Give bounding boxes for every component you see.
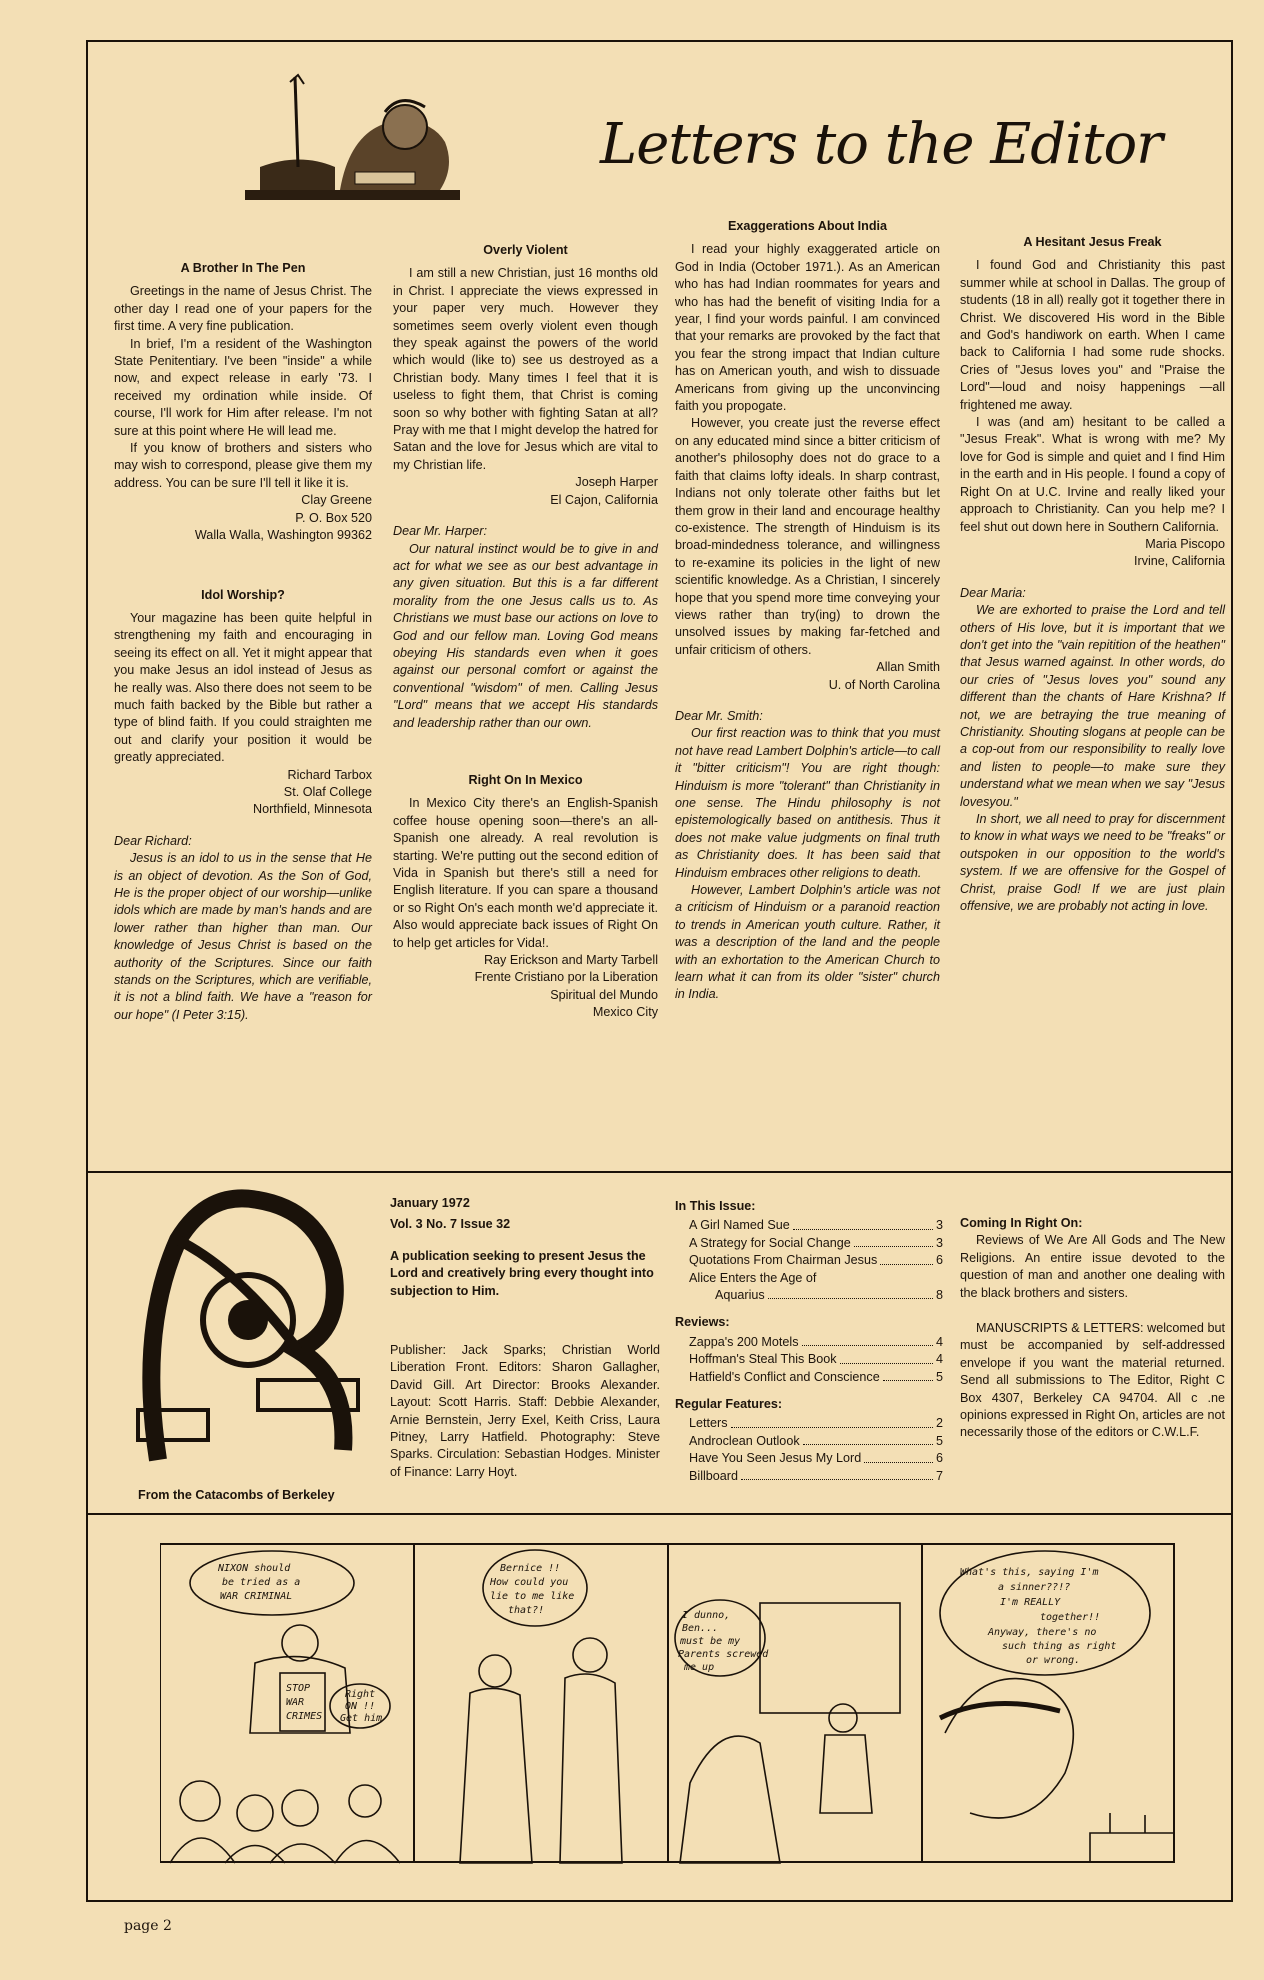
bubble-text: NIXON should	[218, 1563, 291, 1574]
letter-signature: Mexico City	[592, 1005, 658, 1020]
letter-signature: Spiritual del Mundo	[550, 987, 658, 1002]
letter-heading: Exaggerations About India	[727, 219, 888, 233]
sign-text: STOP	[286, 1683, 311, 1694]
table-of-contents	[675, 1198, 943, 1485]
letter-signature: Maria Piscopo	[1145, 536, 1225, 551]
letter-heading: Idol Worship?	[201, 587, 285, 602]
letter-heading: Right On In Mexico	[468, 772, 583, 787]
editor-at-desk-illustration	[240, 72, 500, 212]
toc-item[interactable]: Have You Seen Jesus My Lord 6	[689, 1451, 943, 1466]
bubble-text: that?!	[508, 1605, 545, 1616]
toc-item[interactable]: A Girl Named Sue 3	[689, 1218, 943, 1233]
letter-paragraph: I found God and Christianity this past summer while at school in Dallas. The group of students (18 in all) really got it together there in Christ. We discovered His word in the Bible and God's handiwork on earth. When I came back to California I had some rude shocks. Cries of "Jesus loves you" and "Praise the Lord"—loud and noisy happenings —all frightened me away.	[960, 258, 1225, 412]
staff-credits: Publisher: Jack Sparks; Christian World Liberation Front. Editors: Sharon Gallagher, David Gill. Art Director: Brooks Alexander. Layout: Scott Harris. Staff: Debbie Alexander, Arnie Bernstein, Jerry Exel, Keith Criss, Laura Pitney, Larry Hatfield. Photography: Steve Sparks. Circulation: Sebastian Hodges. Minister of Finance: Larry Hoyt.	[390, 1343, 660, 1479]
reply-paragraph: Our natural instinct would be to give in and act for what we see as our best advantage in any given situation. But this is a far different morality from the one Jesus calls us to. As Christians we must base our actions on love to God and our fellow man. Loving God means obeying His standards even when it goes against our personal comfort or against the conventional "wisdom" of men. Calling Jesus "Lord" means that we accept His standards and leadership rather than our own.	[393, 541, 658, 730]
issue-date: January 1972	[390, 1196, 470, 1210]
letter-signature: Clay Greene	[301, 493, 372, 508]
page-title: Letters to the Editor	[600, 112, 1162, 177]
sign-text: CRIMES	[286, 1711, 323, 1722]
toc-item-continued: Aquarius 8	[715, 1288, 943, 1303]
bubble-text: Anyway, there's no	[988, 1627, 1097, 1638]
bubble-text: must be my	[680, 1636, 741, 1647]
mission-statement: A publication seeking to present Jesus the Lord and creatively bring every thought into subjection to Him.	[390, 1248, 654, 1298]
editor-reply	[960, 585, 1225, 916]
bubble-text: WAR CRIMINAL	[220, 1591, 293, 1602]
bubble-text: ON !!	[345, 1701, 376, 1712]
toc-item[interactable]: Billboard 7	[689, 1468, 943, 1483]
bubble-text: Bernice !!	[500, 1563, 561, 1574]
bubble-text: such thing as right	[1002, 1641, 1117, 1652]
letter-paragraph: I read your highly exaggerated article on God in India (October 1971.). As an American who has had Indian roommates for years and who has had the benefit of visiting India for a year, I find your words painful. I am convinced that your remarks are provoked by the fact that you fear the strong impact that Indian culture has on American youth, and wish to dissuade Americans from giving up the unconvincing faith you propogate.	[675, 242, 940, 414]
bubble-text: How could you	[490, 1577, 569, 1588]
bubble-text: I'm REALLY	[1000, 1597, 1061, 1608]
letter-signature: Allan Smith	[876, 660, 940, 675]
letter-paragraph: Greetings in the name of Jesus Christ. The other day I read one of your papers for the first time. A very fine publication.	[114, 284, 372, 334]
bubble-text: a sinner??!?	[998, 1582, 1071, 1593]
editor-reply	[393, 523, 658, 732]
letter-heading: Overly Violent	[483, 243, 568, 257]
comic-strip	[160, 1543, 1176, 1865]
bubble-text: together!!	[1040, 1612, 1101, 1623]
toc-item[interactable]: A Strategy for Social Change 3	[689, 1235, 943, 1250]
bubble-text: Get him	[340, 1713, 383, 1724]
logo-caption: From the Catacombs of Berkeley	[138, 1488, 335, 1502]
letter-signature: Joseph Harper	[575, 475, 658, 490]
coming-heading: Coming In Right On:	[960, 1216, 1083, 1230]
bubble-text: lie to me like	[490, 1591, 575, 1602]
reply-salutation: Dear Richard:	[114, 833, 192, 848]
letter-signature: Frente Cristiano por la Liberation	[474, 970, 658, 985]
toc-item[interactable]: Letters 2	[689, 1416, 943, 1431]
toc-item[interactable]: Quotations From Chairman Jesus 6	[689, 1253, 943, 1268]
column-2	[393, 242, 658, 1022]
issue-volume: Vol. 3 No. 7 Issue 32	[390, 1217, 511, 1232]
page-number: page 2	[124, 1918, 172, 1934]
toc-heading: In This Issue:	[675, 1199, 756, 1213]
reply-paragraph: Jesus is an idol to us in the sense that He is an object of devotion. As the Son of God, He is the proper object of our worship—unlike idols which are made by man's hands and are lower rather than higher than man. Our knowledge of Jesus Christ is based on the authority of the Scriptures. Since our faith stands on the Scriptures, which are verifiable, it is not a blind faith. We have a "reason for our hope" (I Peter 3:15).	[114, 851, 372, 1022]
letter-signature: Ray Erickson and Marty Tarbell	[483, 953, 658, 968]
issue-info	[390, 1195, 660, 1300]
editor-reply	[675, 708, 940, 1004]
toc-item[interactable]: Alice Enters the Age of	[689, 1270, 817, 1285]
coming-in-right-on	[960, 1215, 1225, 1442]
toc-heading: Reviews:	[675, 1315, 730, 1330]
bubble-text: What's this, saying I'm	[960, 1567, 1099, 1578]
reply-paragraph: Our first reaction was to think that you must not have read Lambert Dolphin's article—to call it "bitter criticism"! You are right though: Hinduism is more "tolerant" than Christianity in one sense. The Hindu philosophy is not epistemologically based on antithesis. Thus it does not make value judgments on final truth as Christianity does. It has been said that Hinduism embraces other religions to death.	[675, 726, 940, 880]
reply-salutation: Dear Maria:	[960, 585, 1026, 600]
column-1	[114, 260, 372, 1024]
toc-heading: Regular Features:	[675, 1397, 783, 1412]
letter-signature: Walla Walla, Washington 99362	[194, 528, 372, 543]
bubble-text: Ben...	[682, 1623, 719, 1634]
letter-signature: St. Olaf College	[283, 784, 372, 799]
reply-salutation: Dear Mr. Smith:	[675, 708, 763, 723]
bubble-text: I dunno,	[682, 1610, 731, 1621]
toc-item[interactable]: Hatfield's Conflict and Conscience 5	[689, 1369, 943, 1384]
letter-heading: A Brother In The Pen	[180, 261, 306, 275]
column-3	[675, 218, 940, 1004]
reply-paragraph: However, Lambert Dolphin's article was not a criticism of Hinduism or a paranoid reaction to trends in American youth culture. Rather, it was a description of the land and the people with an exhortation to the American Church to learn what it can from its older "sister" church in India.	[675, 883, 940, 1002]
letter-signature: Northfield, Minnesota	[252, 802, 372, 817]
column-4	[960, 234, 1225, 915]
section-divider	[86, 1513, 1233, 1515]
letter-paragraph: In Mexico City there's an English-Spanish coffee house opening soon—there's an all-Spanish one already. A real revolution is starting. We're putting out the second edition of Vida in Spanish but there's still a need for English literature. If you can spare a thousand or so Right On's each month we'd appreciate it. Also would appreciate back issues of Right On to help get articles for Vida!.	[393, 796, 658, 950]
letter-paragraph: However, you create just the reverse effect on any educated mind since a bitter criticism of another's philosophy does not do grace to a faith that claims lofty ideals. In sharp contrast, Indians not only tolerate other faiths but let them grow in their land and encourage healthy co-existence. The strength of Hinduism is its broad-mindedness tolerance, and willingness to re-examine its policies in the light of new scientific knowledge. As a Christian, I sincerely hope that you spend more time conveying your views rather than try(ing) to drown the unsolved issues by making far-fetched and unfair criticism of others.	[675, 416, 940, 657]
sign-text: WAR	[286, 1697, 305, 1708]
letter-heading: A Hesitant Jesus Freak	[1023, 235, 1162, 249]
letter-paragraph: I was (and am) hesitant to be called a "Jesus Freak". What is wrong with me? My love for God is simple and quiet and I find Him in the earth and in His people. I found a copy of Right On at U.C. Irvine and really liked your approach to Christianity. Can you help me? I feel shut out down here in Southern California.	[960, 415, 1225, 534]
toc-item[interactable]: Androclean Outlook 5	[689, 1433, 943, 1448]
bubble-text: or wrong.	[1026, 1655, 1081, 1666]
reply-paragraph: We are exhorted to praise the Lord and tell others of His love, but it is important that we don't get into the "vain repitition of the heathen" that Jesus warned against. In other words, do our cries of "Jesus loves you" sound any different than the chants of Hare Krishna? If not, we are betraying the true meaning of Christianity. Shouting slogans at people can be a cop-out from our responsibility to really love and listen to people—to make sure they understand what we mean when we say "Jesus lovesyou."	[960, 603, 1225, 809]
manuscripts-notice: MANUSCRIPTS & LETTERS: welcomed but must be accompanied by self-addressed envelope if you want the material returned. Send all submissions to The Editor, Right C Box 4307, Berkeley CA 94704. All c .ne opinions expressed in Right On, articles are not necessarily those of the editors or C.W.L.F.	[960, 1321, 1225, 1440]
toc-item[interactable]: Zappa's 200 Motels 4	[689, 1334, 943, 1349]
letter-signature: Richard Tarbox	[287, 767, 372, 782]
letter-paragraph: Your magazine has been quite helpful in strengthening my faith and encouraging in seeing its effect on all. Yet it might appear that you make Jesus an idol instead of Jesus as he really was. Also there does not seem to be much faith backed by the Bible but rather a type of blind faith. If you could straighten me out and clarify your position it would be greatly appreciated.	[114, 610, 372, 765]
section-divider	[86, 1171, 1233, 1173]
letter-paragraph: In brief, I'm a resident of the Washington State Penitentiary. I've been "inside" a while now, and expect release in early '73. I received my ordination while inside. Of course, I'll work for Him after release. I'm not sure at this point where He will lead me.	[114, 336, 372, 438]
editor-reply	[114, 833, 372, 1024]
bubble-text: me up	[684, 1662, 715, 1673]
reply-paragraph: In short, we all need to pray for discernment to know in what ways we need to be "freaks" or outspoken in our opposition to the world's system. If we are offensive for the Gospel of Christ, praise God! If we are just plain offensive, we are probably not acting in love.	[960, 812, 1225, 914]
bubble-text: Parents screwed	[678, 1649, 769, 1660]
comic-panel-3	[668, 1544, 922, 1862]
letter-paragraph: If you know of brothers and sisters who may wish to correspond, please give them my address. You can be sure I'll tell it like it is.	[114, 441, 372, 490]
coming-text: Reviews of We Are All Gods and The New Religions. An entire issue devoted to the question of man and another one dealing with the black brothers and sisters.	[960, 1233, 1225, 1300]
letter-paragraph: I am still a new Christian, just 16 months old in Christ. I appreciate the views expressed in your paper very much. However they sometimes seem overly violent even though they speak against the powers of the world which would (like to) see us destroyed as a Christian body. Many times I feel that it is useless to fight them, that Christ is coming soon so why bother with fighting Satan at all? Pray with me that I might develop the hatred for Satan and the love for Jesus which are vital to my Christian life.	[393, 266, 658, 472]
letter-signature: El Cajon, California	[550, 492, 658, 507]
letter-signature: U. of North Carolina	[828, 677, 940, 692]
bubble-text: Right	[345, 1689, 376, 1700]
toc-item[interactable]: Hoffman's Steal This Book 4	[689, 1352, 943, 1367]
right-on-logo-illustration	[118, 1180, 373, 1480]
reply-salutation: Dear Mr. Harper:	[393, 524, 488, 539]
bubble-text: be tried as a	[222, 1577, 301, 1588]
letter-signature: P. O. Box 520	[295, 510, 372, 525]
letter-signature: Irvine, California	[1134, 554, 1225, 569]
